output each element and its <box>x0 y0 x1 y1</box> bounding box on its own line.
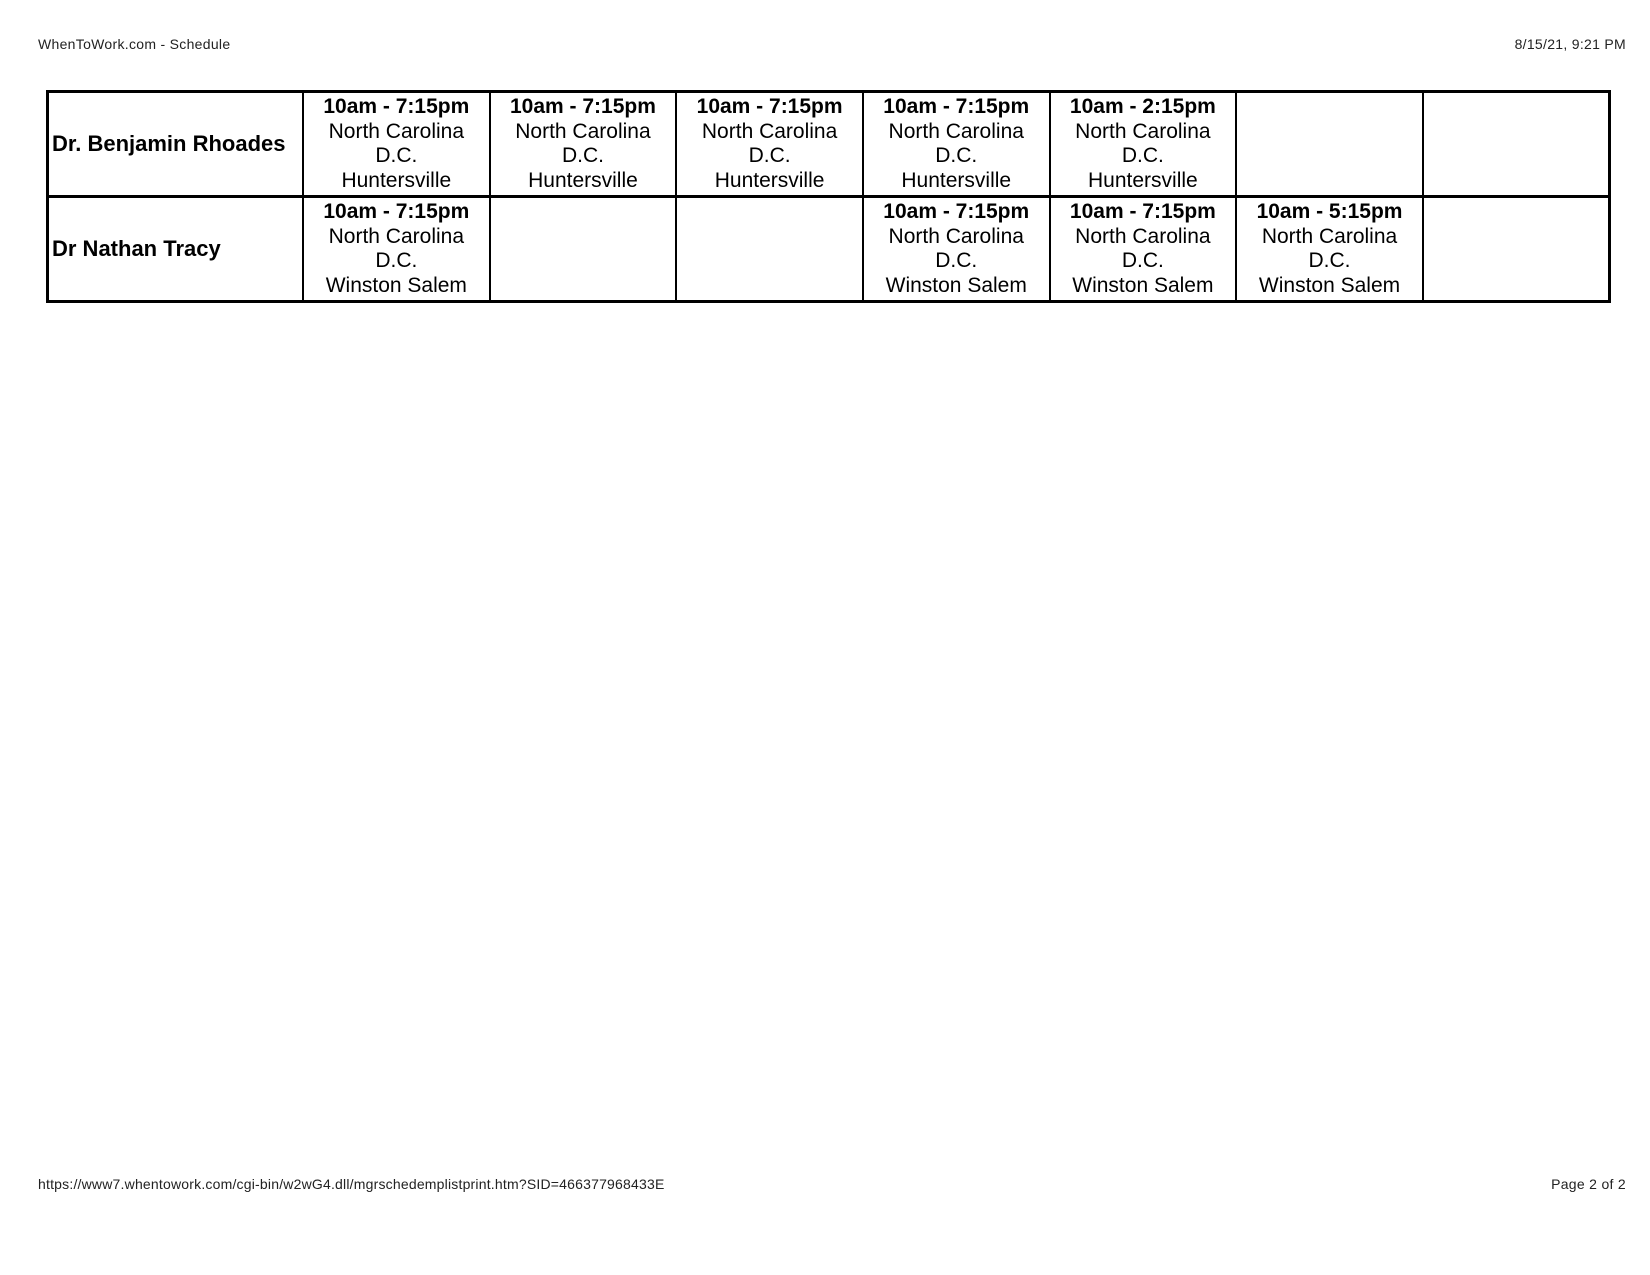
empty-shift-cell <box>1423 92 1610 197</box>
shift-time: 10am - 2:15pm <box>1069 95 1216 118</box>
shift-time: 10am - 7:15pm <box>323 200 470 223</box>
shift-block <box>864 95 1049 193</box>
shift-cell <box>303 92 490 197</box>
shift-region: North Carolina <box>328 119 465 143</box>
shift-region: North Carolina <box>1075 119 1211 143</box>
shift-division: D.C. <box>1121 144 1164 167</box>
shift-location: Huntersville <box>528 168 638 192</box>
shift-time: 10am - 7:15pm <box>883 200 1030 223</box>
shift-region: North Carolina <box>888 119 1024 143</box>
shift-division: D.C. <box>748 144 791 167</box>
print-header-datetime: 8/15/21, 9:21 PM <box>1514 36 1626 52</box>
shift-cell <box>863 92 1050 197</box>
shift-region: North Carolina <box>1261 224 1398 248</box>
shift-division: D.C. <box>375 144 418 167</box>
print-footer-url: https://www7.whentowork.com/cgi-bin/w2wG4.dll/mgrschedemplistprint.htm?SID=466377968433E <box>38 1176 665 1192</box>
shift-cell <box>863 197 1050 302</box>
shift-region: North Carolina <box>515 119 651 143</box>
shift-time: 10am - 7:15pm <box>323 95 470 118</box>
shift-division: D.C. <box>1308 249 1351 272</box>
shift-region: North Carolina <box>1075 224 1211 248</box>
shift-cell <box>676 92 863 197</box>
shift-location: Huntersville <box>901 168 1012 192</box>
shift-region: North Carolina <box>328 224 465 248</box>
empty-shift-cell <box>490 197 677 302</box>
shift-time: 10am - 5:15pm <box>1256 200 1403 223</box>
shift-division: D.C. <box>935 144 978 167</box>
shift-block <box>677 95 862 193</box>
shift-division: D.C. <box>561 144 604 167</box>
shift-block <box>491 95 676 193</box>
shift-cell <box>1050 197 1237 302</box>
employee-row <box>48 92 1610 197</box>
shift-location: Winston Salem <box>885 273 1027 297</box>
shift-location: Huntersville <box>341 168 452 192</box>
shift-location: Huntersville <box>714 168 825 192</box>
shift-cell <box>1050 92 1237 197</box>
schedule-body <box>48 92 1610 302</box>
shift-region: North Carolina <box>888 224 1024 248</box>
shift-time: 10am - 7:15pm <box>696 95 843 118</box>
shift-division: D.C. <box>1121 249 1164 272</box>
shift-location: Winston Salem <box>1258 273 1401 297</box>
empty-shift-cell <box>676 197 863 302</box>
shift-block <box>1051 95 1236 193</box>
shift-cell <box>490 92 677 197</box>
shift-block <box>1237 200 1422 298</box>
employee-name: Dr. Benjamin Rhoades <box>48 92 304 197</box>
shift-block <box>304 200 489 298</box>
shift-time: 10am - 7:15pm <box>1069 200 1216 223</box>
employee-row <box>48 197 1610 302</box>
shift-division: D.C. <box>375 249 418 272</box>
shift-region: North Carolina <box>701 119 838 143</box>
shift-cell <box>1236 197 1423 302</box>
shift-block <box>304 95 489 193</box>
shift-block <box>864 200 1049 298</box>
shift-time: 10am - 7:15pm <box>883 95 1030 118</box>
shift-time: 10am - 7:15pm <box>510 95 656 118</box>
shift-location: Winston Salem <box>325 273 467 297</box>
shift-division: D.C. <box>935 249 978 272</box>
shift-block <box>1051 200 1236 298</box>
shift-location: Huntersville <box>1088 168 1198 192</box>
print-footer-page: Page 2 of 2 <box>1551 1176 1626 1192</box>
empty-shift-cell <box>1236 92 1423 197</box>
empty-shift-cell <box>1423 197 1610 302</box>
employee-name: Dr Nathan Tracy <box>48 197 304 302</box>
shift-cell <box>303 197 490 302</box>
print-header-title: WhenToWork.com - Schedule <box>38 36 231 52</box>
shift-location: Winston Salem <box>1072 273 1214 297</box>
schedule-table <box>46 90 1611 303</box>
